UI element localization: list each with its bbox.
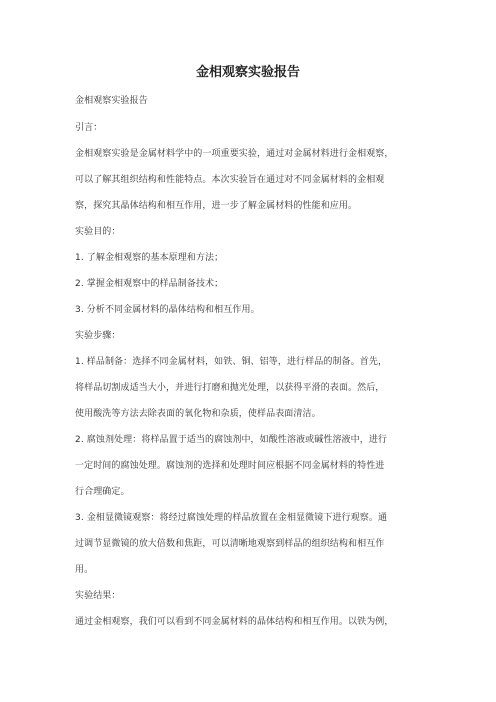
document-title: 金相观察实验报告 [195, 65, 300, 80]
section-heading: 实验结果： [75, 591, 121, 601]
paragraph-line: 一定时间的腐蚀处理。腐蚀剂的选择和处理时间应根据不同金属材料的特性进 [75, 461, 385, 471]
paragraph-line: 将样品切割成适当大小，并进行打磨和抛光处理，以获得平滑的表面。然后， [75, 383, 385, 393]
list-item: 1. 了解金相观察的基本原理和方法； [75, 253, 224, 263]
paragraph-line: 使用酸洗等方法去除表面的氧化物和杂质，使样品表面清洁。 [75, 409, 321, 419]
list-item: 2. 掌握金相观察中的样品制备技术； [75, 279, 224, 289]
list-item: 3. 分析不同金属材料的晶体结构和相互作用。 [75, 305, 260, 315]
paragraph-line: 通过金相观察，我们可以看到不同金属材料的晶体结构和相互作用。以铁为例， [75, 617, 394, 627]
paragraph-line: 用。 [75, 565, 94, 575]
section-heading: 引言： [75, 123, 103, 133]
paragraph-line: 1. 样品制备：选择不同金属材料，如铁、铜、铝等，进行样品的制备。首先， [75, 357, 388, 367]
paragraph-line: 金相观察实验是金属材料学中的一项重要实验，通过对金属材料进行金相观察， [75, 149, 394, 159]
paragraph-line: 2. 腐蚀剂处理：将样品置于适当的腐蚀剂中，如酸性溶液或碱性溶液中，进行 [75, 435, 388, 445]
paragraph-line: 察，探究其晶体结构和相互作用，进一步了解金属材料的性能和应用。 [75, 201, 358, 211]
subtitle-line: 金相观察实验报告 [75, 96, 148, 106]
paragraph-line: 可以了解其组织结构和性能特点。本次实验旨在通过对不同金属材料的金相观 [75, 175, 385, 185]
paragraph-line: 行合理确定。 [75, 487, 130, 497]
section-heading: 实验目的： [75, 227, 121, 237]
section-heading: 实验步骤： [75, 331, 121, 341]
paragraph-line: 3. 金相显微镜观察：将经过腐蚀处理的样品放置在金相显微镜下进行观察。通 [75, 513, 388, 523]
paragraph-line: 过调节显微镜的放大倍数和焦距，可以清晰地观察到样品的组织结构和相互作 [75, 539, 385, 549]
